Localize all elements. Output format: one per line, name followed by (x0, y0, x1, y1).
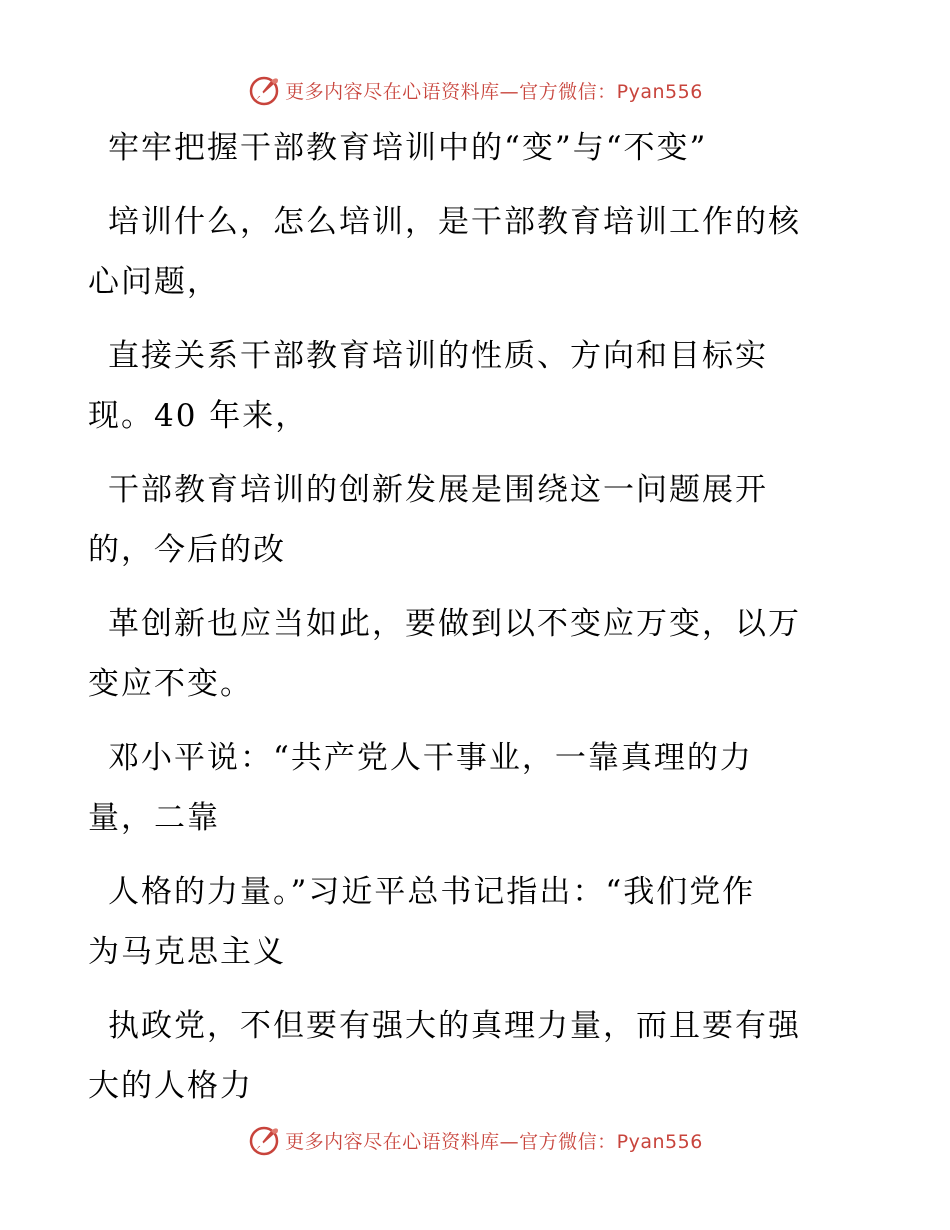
paragraph-3 (88, 326, 838, 446)
paragraph-1 (98, 118, 838, 178)
paragraph-8 (88, 996, 838, 1116)
paragraph-4 (88, 460, 838, 580)
paragraph-line: 执政党，不但要有强大的真理力量，而且要有强 (108, 1008, 801, 1044)
paragraph-2 (88, 192, 838, 312)
paragraph-line: 革创新也应当如此，要做到以不变应万变，以万 (108, 606, 801, 642)
paragraph-line: 大的人格力 (88, 1068, 253, 1104)
paragraph-7 (88, 862, 838, 982)
paragraph-5 (88, 594, 838, 714)
footer-banner (0, 1120, 950, 1160)
paragraph-line: 直接关系干部教育培训的性质、方向和目标实 (108, 338, 768, 374)
paragraph-line: 为马克思主义 (88, 934, 286, 970)
paragraph-6 (88, 728, 838, 848)
footer-banner-text: 更多内容尽在心语资料库—官方微信：Pyan556 (285, 1130, 703, 1153)
paragraph-line: 现。40 年来， (88, 398, 309, 434)
paragraph-line: 邓小平说：“共产党人干事业，一靠真理的力 (108, 740, 753, 776)
paragraph-line: 培训什么，怎么培训，是干部教育培训工作的核 (108, 204, 801, 240)
paragraph-line: 的，今后的改 (88, 532, 286, 568)
paragraph-line: 变应不变。 (88, 666, 253, 702)
paragraph-line: 量，二靠 (88, 800, 220, 836)
paragraph-line: 心问题， (88, 264, 220, 300)
document-body (88, 118, 838, 1130)
header-banner (0, 70, 950, 110)
feather-pen-circle-icon (247, 1123, 281, 1157)
paragraph-line: 牢牢把握干部教育培训中的“变”与“不变” (108, 130, 708, 166)
paragraph-line: 人格的力量。”习近平总书记指出：“我们党作 (108, 874, 756, 910)
paragraph-line: 干部教育培训的创新发展是围绕这一问题展开 (108, 472, 768, 508)
feather-pen-circle-icon (247, 73, 281, 107)
header-banner-text: 更多内容尽在心语资料库—官方微信：Pyan556 (285, 80, 703, 103)
